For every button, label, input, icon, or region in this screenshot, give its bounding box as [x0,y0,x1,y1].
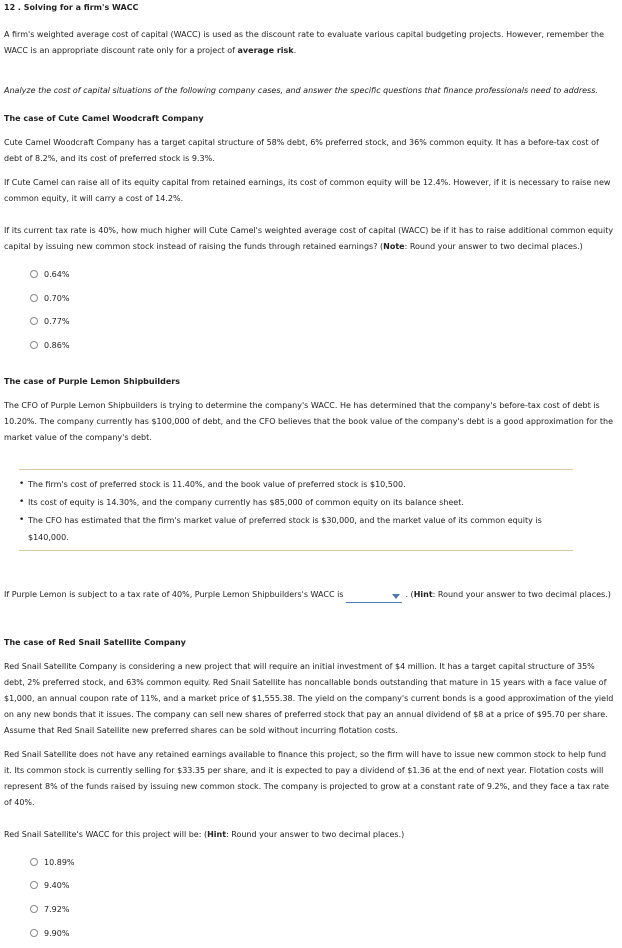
case2-question [4,587,616,603]
case1-option-3[interactable] [30,315,69,327]
case3-option-1[interactable] [30,856,75,868]
case2-paragraph-1: The CFO of Purple Lemon Shipbuilders is trying to determine the company's WACC. He has determined that the company's before-tax cost of debt is 10.20%. The company currently has $100,000 of debt, and the CFO believes that the book value of the company's debt is a good approximation for the market value of the company's debt. [4,401,614,442]
case2-wacc-dropdown[interactable] [346,591,402,603]
option-label: 0.70% [44,293,70,303]
case3-option-4[interactable] [30,927,69,939]
case3-option-3[interactable] [30,903,69,915]
case2-info-box [19,469,573,551]
radio-button[interactable] [30,881,38,889]
intro-paragraph [4,27,616,59]
instructions: Analyze the cost of capital situations of the following company cases, and answer the specific questions that finance professionals need to address. [4,86,598,95]
option-label: 0.86% [44,340,70,350]
case1-paragraph-2: If Cute Camel can raise all of its equity capital from retained earnings, its cost of common equity will be 12.4%. However, if it is necessary to raise new common equity, it will carry a cost of 14.2%. [4,178,611,203]
case2-question-text: If Purple Lemon is subject to a tax rate of 40%, Purple Lemon Shipbuilders's WACC is [4,590,344,599]
option-label: 0.77% [44,316,70,326]
option-label: 10.89% [44,857,75,867]
intro-text-end: . [293,46,297,55]
option-label: 9.90% [44,928,70,938]
case1-option-4[interactable] [30,339,69,351]
case2-hint-label: Hint [413,590,433,599]
case1-option-1[interactable] [30,268,69,280]
case1-option-2[interactable] [30,292,69,304]
case3-option-2[interactable] [30,879,69,891]
radio-button[interactable] [30,905,38,913]
radio-button[interactable] [30,317,38,325]
case2-question-end: : Round your answer to two decimal places.) [432,590,611,599]
intro-bold: average risk [237,46,294,55]
case2-question-mid: . ( [405,590,414,599]
case2-bullet-3: • The CFO has estimated that the firm's market value of preferred stock is $30,000, and the market value of its common equity is $140,000. [19,512,573,546]
chevron-down-icon[interactable] [392,594,400,599]
case1-heading: The case of Cute Camel Woodcraft Company [4,114,204,123]
case1-question-end: : Round your answer to two decimal places.) [404,242,583,251]
case3-paragraph-1: Red Snail Satellite Company is considering a new project that will require an initial investment of $4 million. It has a target capital structure of 35% debt, 2% preferred stock, and 63% common equity. Red Snail Satellite has noncallable bonds outstanding that mature in 15 years with a face value of $1,000, an annual coupon rate of 11%, and a market price of $1,555.38. The yield on the company's current bonds is a good approximation of the yield on any new bonds that it issues. The company can sell new shares of preferred stock that pay an annual dividend of $8 at a price of $95.70 per share. Assume that Red Snail Satellite new preferred shares can be sold without incurring flotation costs. [4,662,614,735]
case2-heading: The case of Purple Lemon Shipbuilders [4,377,180,386]
case3-question [4,827,616,843]
radio-button[interactable] [30,858,38,866]
case3-heading: The case of Red Snail Satellite Company [4,638,186,647]
intro-text: A firm's weighted average cost of capital (WACC) is used as the discount rate to evaluate various capital budgeting projects. However, remember the WACC is an appropriate discount rate only for a project of [4,30,605,55]
case3-paragraph-2: Red Snail Satellite does not have any retained earnings available to finance this project, so the firm will have to issue new common stock to help fund it. Its common stock is currently selling for $33.35 per share, and it is expected to pay a dividend of $1.36 at the end of next year. Flotation costs will represent 8% of the funds raised by issuing new common stock. The company is projected to grow at a constant rate of 9.2%, and they face a tax rate of 40%. [4,750,609,807]
radio-button[interactable] [30,341,38,349]
radio-button[interactable] [30,270,38,278]
option-label: 0.64% [44,269,70,279]
case1-question-text: If its current tax rate is 40%, how much higher will Cute Camel's weighted average cost of capital (WACC) be if it has to raise additional common equity capital by issuing new common stock instead of raising the funds through retained earnings? ( [4,226,614,251]
case3-hint-label: Hint [207,830,227,839]
radio-button[interactable] [30,929,38,937]
case1-paragraph-1: Cute Camel Woodcraft Company has a target capital structure of 58% debt, 6% preferred stock, and 36% common equity. It has a before-tax cost of debt of 8.2%, and its cost of preferred stock is 9.3%. [4,138,599,163]
case1-question [4,223,616,255]
case3-question-text: Red Snail Satellite's WACC for this project will be: ( [4,830,208,839]
case2-bullet-2: • Its cost of equity is 14.30%, and the company currently has $85,000 of common equity on its balance sheet. [19,494,573,511]
option-label: 7.92% [44,904,70,914]
option-label: 9.40% [44,880,70,890]
case2-bullet-1: • The firm's cost of preferred stock is 11.40%, and the book value of preferred stock is $10,500. [19,476,573,493]
radio-button[interactable] [30,294,38,302]
case3-question-end: : Round your answer to two decimal places.) [226,830,405,839]
case1-note-label: Note [383,242,405,251]
page-title: 12 . Solving for a firm's WACC [4,3,139,12]
